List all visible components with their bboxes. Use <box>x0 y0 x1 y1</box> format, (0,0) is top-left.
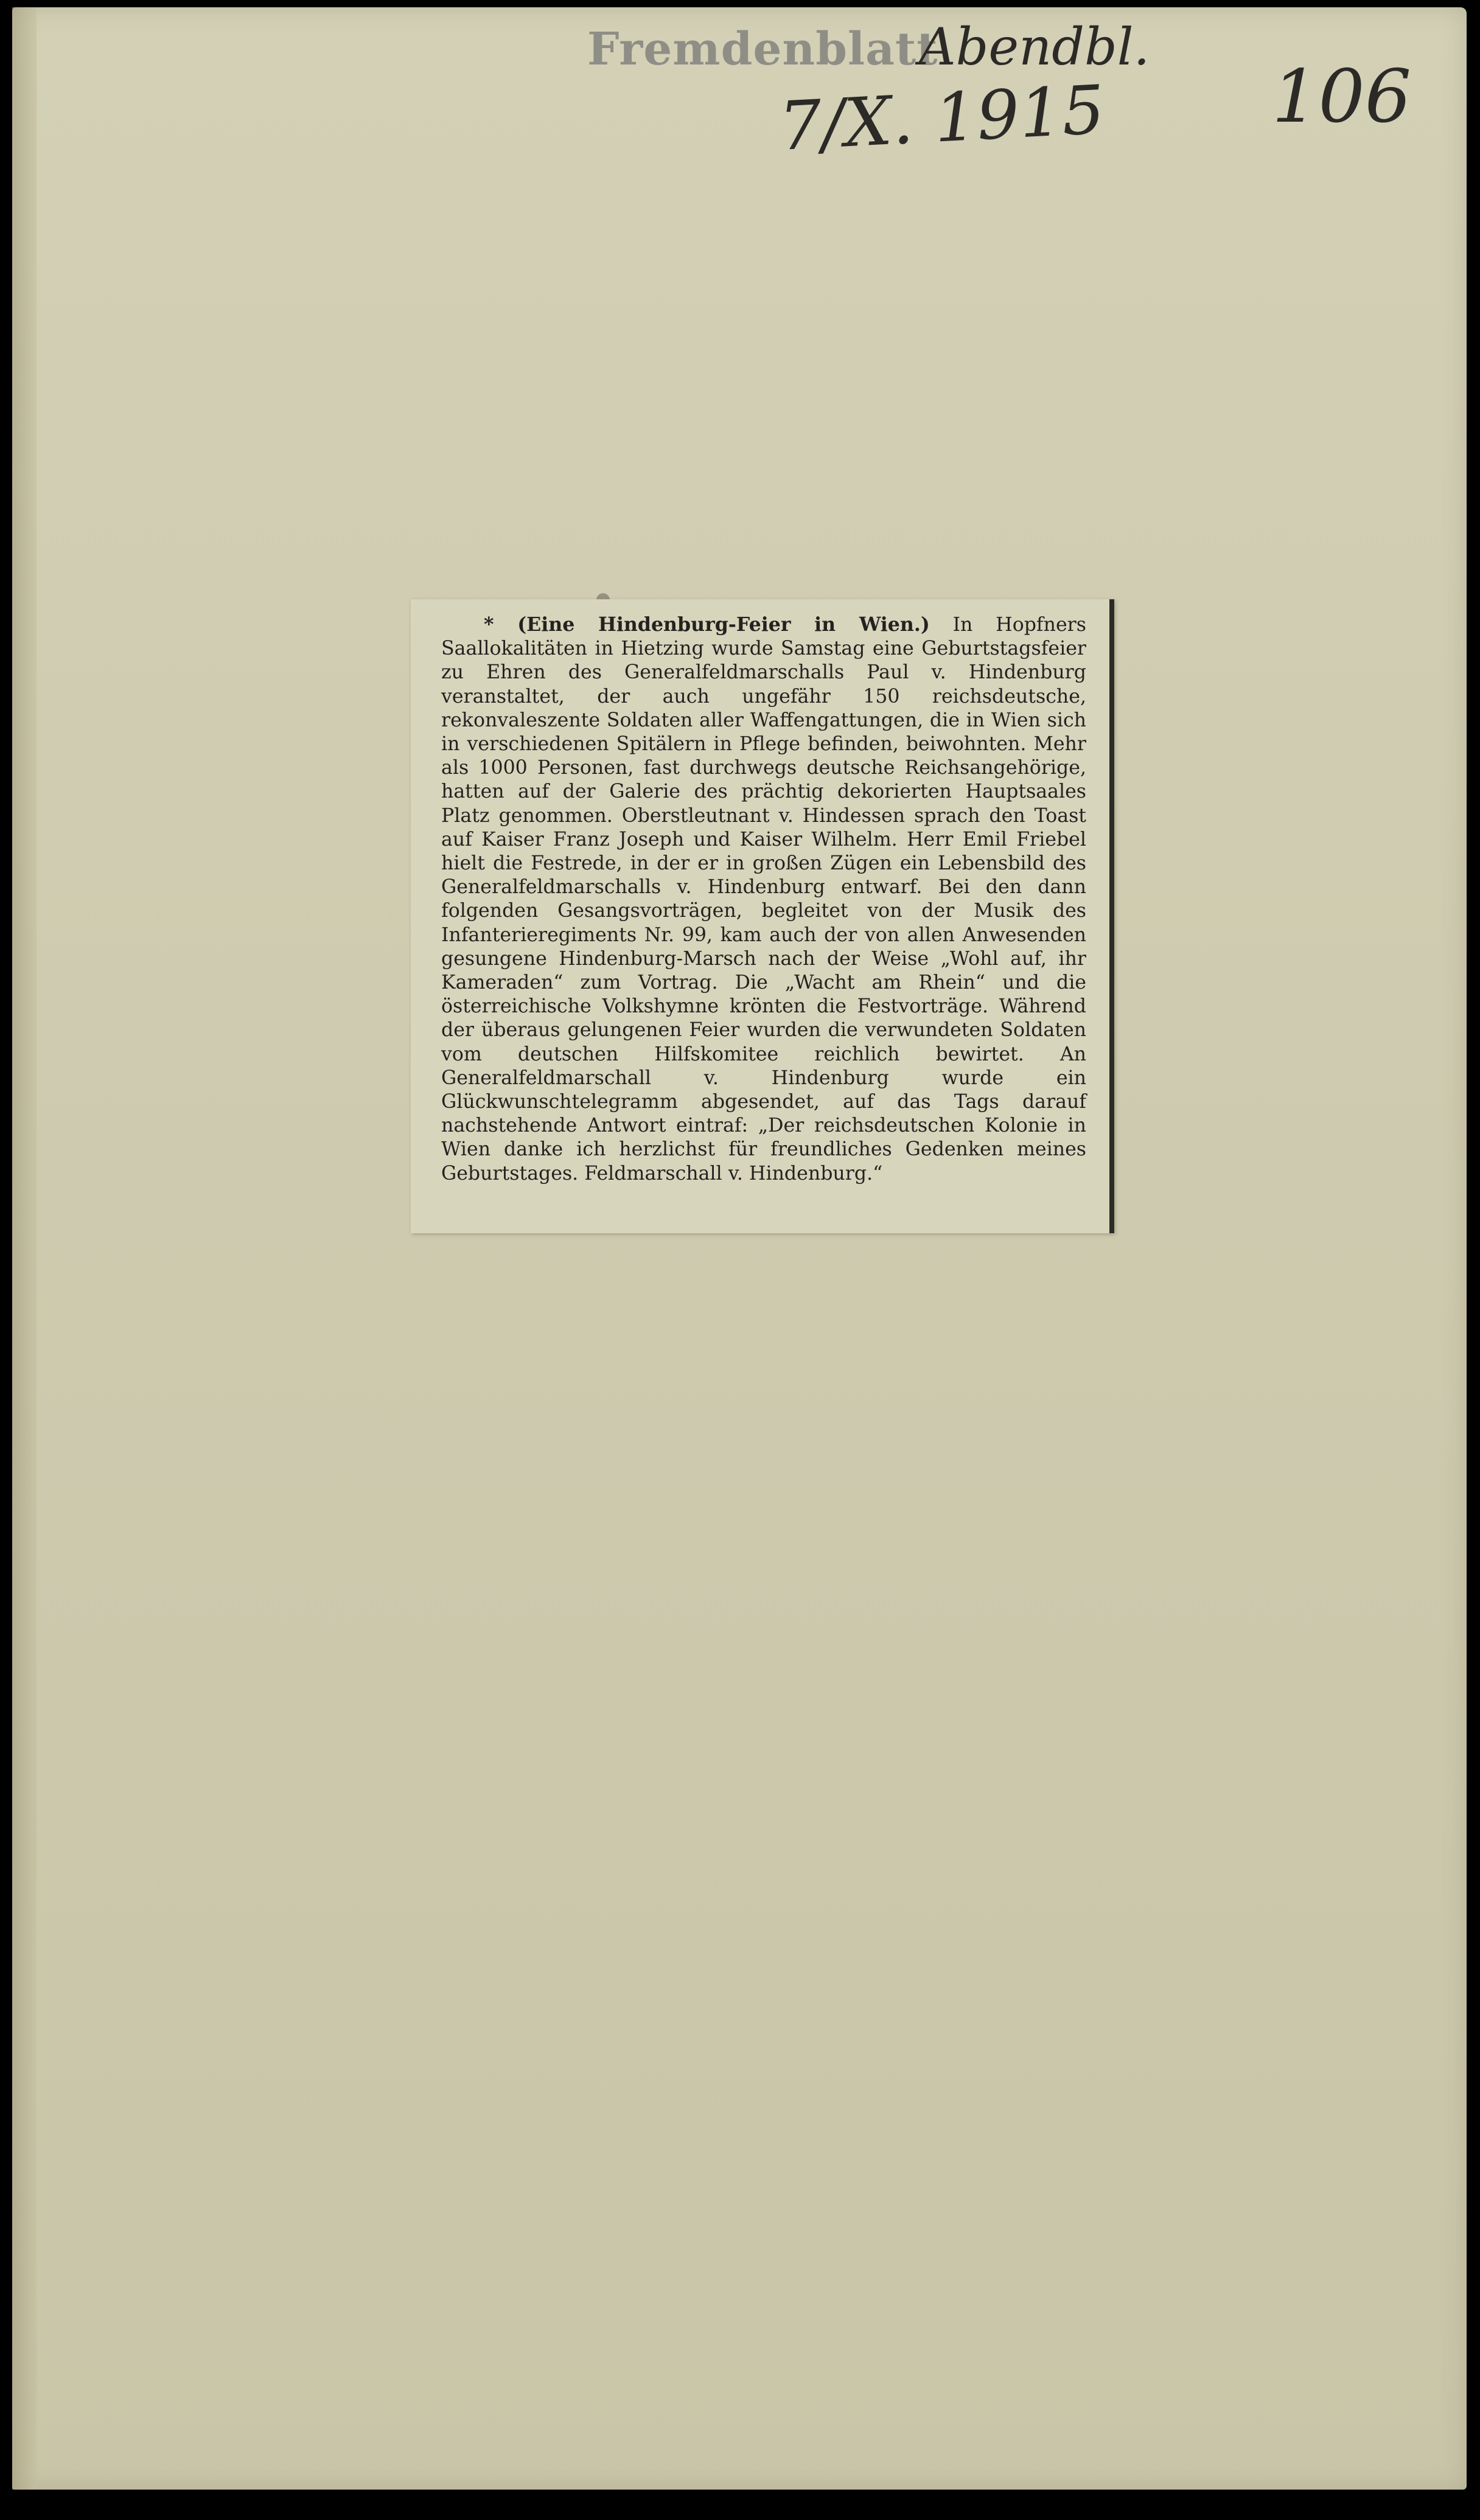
archive-sheet <box>12 7 1467 2490</box>
newspaper-clipping <box>411 599 1114 1233</box>
handwritten-date: 7/X. 1915 <box>777 71 1107 165</box>
article-headline: * (Eine Hindenburg-Feier in Wien.) <box>484 613 930 636</box>
handwritten-edition: Abendbl. <box>919 17 1150 77</box>
article-text <box>441 613 1086 1186</box>
article-body: In Hopfners Saallokalitäten in Hietzing wurde Samstag eine Geburtstagsfeier zu Ehren des Generalfeldmarschalls Paul v. Hindenburg veranstaltet, der auch ungefähr 150 reichsdeutsche, rekonvaleszente Soldaten aller Waffengattungen, die in Wien sich in verschiedenen Spitälern in Pflege befinden, beiwohnten. Mehr als 1000 Personen, fast durchwegs deutsche Reichsangehörige, hatten auf der Galerie des prächtig dekorierten Hauptsaales Platz genommen. Oberstleutnant v. Hindessen sprach den Toast auf Kaiser Franz Joseph und Kaiser Wilhelm. Herr Emil Friebel hielt die Festrede, in der er in großen Zügen ein Lebensbild des Generalfeldmarschalls v. Hindenburg entwarf. Bei den dann folgenden Gesangsvorträgen, begleitet von der Musik des Infanterieregiments Nr. 99, kam auch der von allen Anwesenden gesungene Hindenburg-Marsch nach der Weise „Wohl auf, ihr Kameraden“ zum Vortrag. Die „Wacht am Rhein“ und die österreichische Volkshymne krönten die Festvorträge. Während der überaus gelungenen Feier wurden die verwundeten Soldaten vom deutschen Hilfskomitee reichlich bewirtet. An Generalfeldmarschall v. Hindenburg wurde ein Glückwunschtelegramm abgesendet, auf das Tags darauf nachstehende Antwort eintraf: „Der reichsdeutschen Kolonie in Wien danke ich herzlichst für freundliches Gedenken meines Geburtstages. Feldmarschall v. Hindenburg.“ <box>441 614 1086 1185</box>
paper-edge <box>12 7 37 2490</box>
handwritten-folio-number: 106 <box>1272 55 1412 139</box>
newspaper-stamp: Fremdenblatt <box>587 23 938 75</box>
